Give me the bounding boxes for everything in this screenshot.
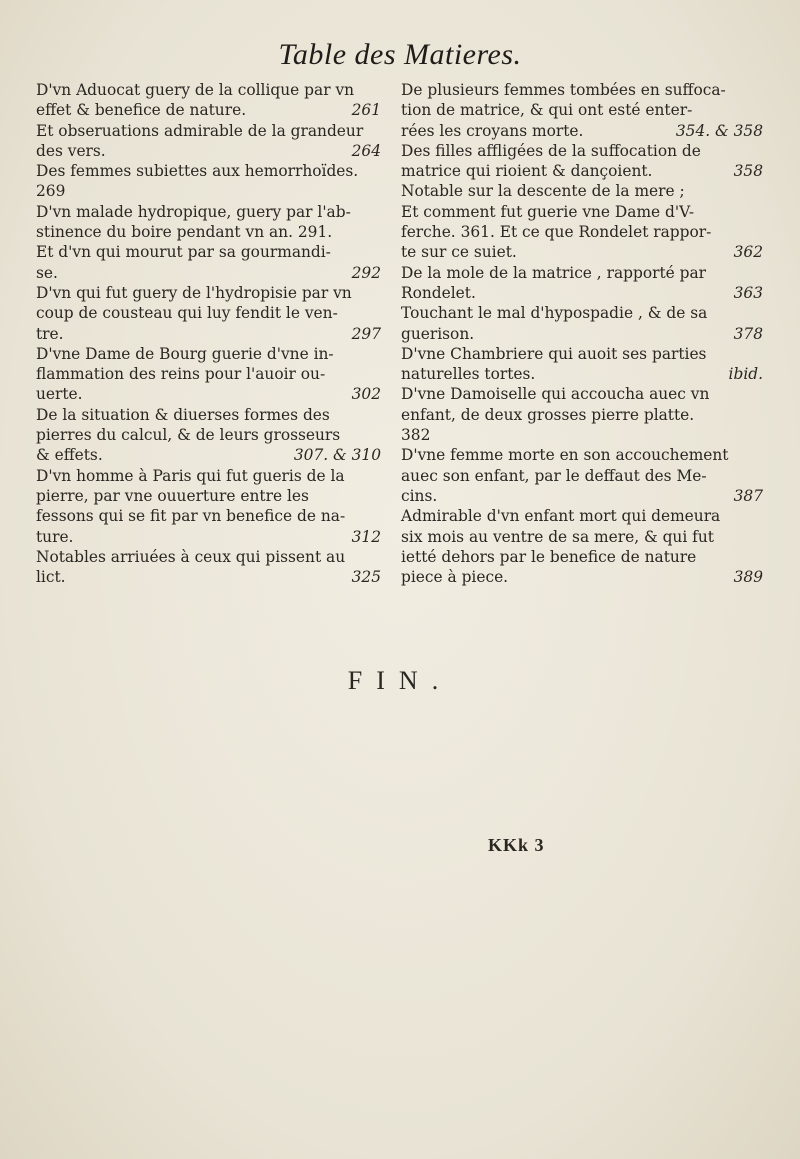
entry-line: te sur ce suiet. xyxy=(401,243,517,262)
entry-line: stinence du boire pendant vn an. 291. xyxy=(36,223,333,242)
entry-line: Notable sur la descente de la mere ; xyxy=(401,182,685,201)
index-entry xyxy=(36,405,381,466)
entry-line: pierres du calcul, & de leurs grosseurs xyxy=(36,426,341,445)
entry-last-line xyxy=(36,384,381,404)
entry-line: ferche. 361. Et ce que Rondelet rappor- xyxy=(401,223,712,242)
entry-line: D'vne Dame de Bourg guerie d'vne in- xyxy=(36,344,334,363)
entry-last-line xyxy=(36,527,381,547)
entry-last-line xyxy=(401,364,763,384)
entry-last-line xyxy=(36,263,381,283)
entry-line: tion de matrice, & qui ont esté enter- xyxy=(401,101,693,120)
index-entry xyxy=(36,344,381,405)
entry-last-line xyxy=(401,567,763,587)
entry-line: enfant, de deux grosses pierre platte. xyxy=(401,405,695,424)
index-entry xyxy=(401,506,763,587)
entry-last-line xyxy=(36,567,381,587)
entry-last-line xyxy=(36,324,381,344)
index-entry xyxy=(401,445,763,506)
entry-line: pierre, par vne ouuerture entre les xyxy=(36,486,309,505)
entry-line: D'vn qui fut guery de l'hydropisie par vn xyxy=(36,283,352,302)
entry-last-line xyxy=(401,486,763,506)
entry-line: Notables arriuées à ceux qui pissent au xyxy=(36,547,346,566)
page-number: 302 xyxy=(351,385,381,404)
page-number: 363 xyxy=(733,283,763,302)
entry-line: des vers. xyxy=(36,141,106,160)
page-number: 264 xyxy=(351,141,381,160)
entry-last-line xyxy=(401,161,763,181)
entry-last-line xyxy=(401,121,763,141)
index-entry xyxy=(401,141,763,182)
index-entry xyxy=(36,547,381,588)
entry-line: tre. xyxy=(36,324,64,343)
entry-last-line xyxy=(401,324,763,344)
entry-line: coup de cousteau qui luy fendit le ven- xyxy=(36,304,338,323)
index-entry xyxy=(401,263,763,304)
entry-line: effet & benefice de nature. xyxy=(36,101,247,120)
entry-last-line xyxy=(401,242,763,262)
page-number: 292 xyxy=(351,263,381,282)
entry-line: fessons qui se fit par vn benefice de na- xyxy=(36,507,346,526)
entry-line: flammation des reins pour l'auoir ou- xyxy=(36,365,326,384)
entry-line: piece à piece. xyxy=(401,568,509,587)
page-number: 362 xyxy=(733,243,763,262)
entry-line: & effets. xyxy=(36,446,103,465)
index-entry xyxy=(36,161,381,202)
index-entry xyxy=(36,121,381,162)
fin-mark: FIN. xyxy=(347,666,453,695)
entry-line: matrice qui rioient & dançoient. xyxy=(401,162,653,181)
page-number: 387 xyxy=(733,486,763,505)
entry-line: lict. xyxy=(36,568,66,587)
index-entry xyxy=(36,283,381,344)
entry-line: D'vne Damoiselle qui accoucha auec vn xyxy=(401,385,710,404)
left-column xyxy=(36,80,381,587)
entry-last-line xyxy=(36,100,381,120)
page-number: 389 xyxy=(733,568,763,587)
page-number: 307. & 310 xyxy=(293,446,381,465)
entry-line: ietté dehors par le benefice de nature xyxy=(401,547,697,566)
page-header-title: Table des Matieres. xyxy=(278,38,522,71)
entry-line: Rondelet. xyxy=(401,283,476,302)
entry-line: 269 xyxy=(36,182,66,201)
entry-line: cins. xyxy=(401,486,438,505)
entry-line: 382 xyxy=(401,426,431,445)
entry-last-line xyxy=(36,141,381,161)
entry-line: Des femmes subiettes aux hemorrhoïdes. xyxy=(36,162,359,181)
entry-line: uerte. xyxy=(36,385,83,404)
index-entry xyxy=(401,344,763,385)
page-number: 312 xyxy=(351,527,381,546)
entry-line: rées les croyans morte. xyxy=(401,121,584,140)
page-number: ibid. xyxy=(728,365,763,384)
page-number: 378 xyxy=(733,324,763,343)
index-entry xyxy=(36,466,381,547)
entry-line: Et obseruations admirable de la grandeur xyxy=(36,121,364,140)
entry-line: guerison. xyxy=(401,324,475,343)
printer-signature: KKk 3 xyxy=(488,835,545,855)
entry-line: Admirable d'vn enfant mort qui demeura xyxy=(401,507,721,526)
entry-line: Des filles affligées de la suffocation de xyxy=(401,141,701,160)
index-entry xyxy=(401,384,763,445)
index-entry xyxy=(401,303,763,344)
entry-line: Et d'vn qui mourut par sa gourmandi- xyxy=(36,243,331,262)
index-entry xyxy=(401,80,763,141)
entry-line: De plusieurs femmes tombées en suffoca- xyxy=(401,81,726,99)
entry-line: naturelles tortes. xyxy=(401,365,536,384)
page-number: 297 xyxy=(351,324,381,343)
page-number: 325 xyxy=(351,568,381,587)
index-entry xyxy=(36,80,381,121)
entry-line: se. xyxy=(36,263,58,282)
index-entry xyxy=(401,181,763,262)
entry-line: D'vn Aduocat guery de la collique par vn xyxy=(36,81,355,99)
index-entry xyxy=(36,202,381,283)
entry-line: D'vne Chambriere qui auoit ses parties xyxy=(401,344,707,363)
entry-line: auec son enfant, par le deffaut des Me- xyxy=(401,466,707,485)
right-column xyxy=(401,80,763,587)
entry-line: D'vne femme morte en son accouchement xyxy=(401,446,729,465)
entry-last-line xyxy=(36,445,381,465)
entry-line: Et comment fut guerie vne Dame d'V- xyxy=(401,202,695,221)
entry-line: De la situation & diuerses formes des xyxy=(36,405,330,424)
entry-line: D'vn homme à Paris qui fut gueris de la xyxy=(36,466,345,485)
entry-line: D'vn malade hydropique, guery par l'ab- xyxy=(36,202,351,221)
entry-line: ture. xyxy=(36,527,74,546)
page-number: 358 xyxy=(733,162,763,181)
page-number: 261 xyxy=(351,101,381,120)
page-number: 354. & 358 xyxy=(675,121,763,140)
entry-last-line xyxy=(401,283,763,303)
entry-line: De la mole de la matrice , rapporté par xyxy=(401,263,707,282)
entry-line: Touchant le mal d'hypospadie , & de sa xyxy=(401,304,708,323)
entry-line: six mois au ventre de sa mere, & qui fut xyxy=(401,527,714,546)
